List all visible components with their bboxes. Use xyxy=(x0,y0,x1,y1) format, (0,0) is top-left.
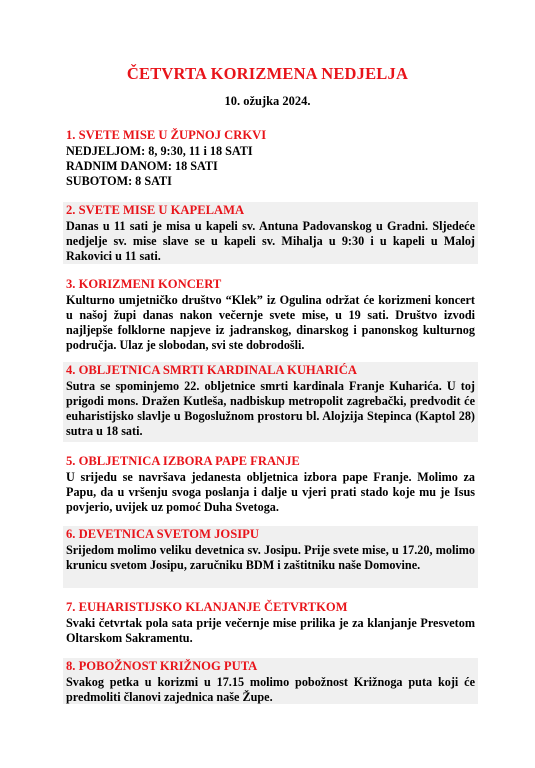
section-novena-joseph xyxy=(63,526,478,588)
section-text: Kulturno umjetničko društvo “Klek” iz Ogulina održat će korizmeni koncert u našoj župi danas nakon večernje svete mise, u 19 sati. Društvo izvodi najljepše folklorne napjeve iz jadranskog, dinarskog i panonskog kulturnog područja. Ulaz je slobodan, svi ste dobrodošli. xyxy=(66,292,475,352)
section-stations-cross xyxy=(63,658,478,704)
section-heading: 1. SVETE MISE U ŽUPNOJ CRKVI xyxy=(66,128,267,142)
section-heading: 6. DEVETNICA SVETOM JOSIPU xyxy=(66,527,259,541)
schedule-weekday: RADNIM DANOM: 18 SATI xyxy=(66,158,218,173)
section-text: Sutra se spominjemo 22. obljetnice smrti kardinala Franje Kuharića. U toj prigodi mons. Dražen Kutleša, nadbiskup metropolit zagrebački, predvodit će euharistijsko slavlje u Bogoslužnom prostoru bl. Alojzija Stepinca (Kaptol 28) sutra u 18 sati. xyxy=(66,378,475,438)
section-heading: 8. POBOŽNOST KRIŽNOG PUTA xyxy=(66,659,258,673)
section-mass-parish xyxy=(63,127,478,192)
section-text: Svakog petka u korizmi u 17.15 molimo pobožnost Križnoga puta koji će predmoliti članovi zajednica naše Župe. xyxy=(66,674,475,704)
section-heading: 2. SVETE MISE U KAPELAMA xyxy=(66,203,245,217)
section-text: Danas u 11 sati je misa u kapeli sv. Antuna Padovanskog u Gradni. Sljedeće nedjelje sv. mise slave se u kapeli sv. Mihalja u 9:30 i u kapeli u Maloj Rakovici u 11 sati. xyxy=(66,218,475,263)
section-adoration xyxy=(63,599,478,649)
section-mass-chapels xyxy=(63,202,478,264)
section-pope-anniversary xyxy=(63,453,478,518)
section-text: Srijedom molimo veliku devetnica sv. Josipu. Prije svete mise, u 17.20, molimo krunicu svetom Josipu, zaručniku BDM i zaštitniku naše Domovine. xyxy=(66,542,475,572)
schedule-sunday: NEDJELJOM: 8, 9:30, 11 i 18 SATI xyxy=(66,143,253,158)
section-text: Svaki četvrtak pola sata prije večernje mise prilika je za klanjanje Presvetom Oltarskom Sakramentu. xyxy=(66,615,475,645)
bulletin-date: 10. ožujka 2024. xyxy=(224,94,311,108)
section-lent-concert xyxy=(63,276,478,356)
schedule-saturday: SUBOTOM: 8 SATI xyxy=(66,173,172,188)
section-heading: 3. KORIZMENI KONCERT xyxy=(66,277,222,291)
section-heading: 5. OBLJETNICA IZBORA PAPE FRANJE xyxy=(66,454,300,468)
page-title: ČETVRTA KORIZMENA NEDJELJA xyxy=(126,64,409,83)
section-heading: 7. EUHARISTIJSKO KLANJANJE ČETVRTKOM xyxy=(66,600,348,614)
section-text: U srijedu se navršava jedanesta obljetnica izbora pape Franje. Molimo za Papu, da u vršenju svoga poslanja i dalje u vjeri prati stado koje mu je Isus povjerio, uvijek uz pomoć Duha Svetoga. xyxy=(66,469,475,514)
section-heading: 4. OBLJETNICA SMRTI KARDINALA KUHARIĆA xyxy=(66,363,358,377)
section-cardinal-anniversary xyxy=(63,362,478,442)
